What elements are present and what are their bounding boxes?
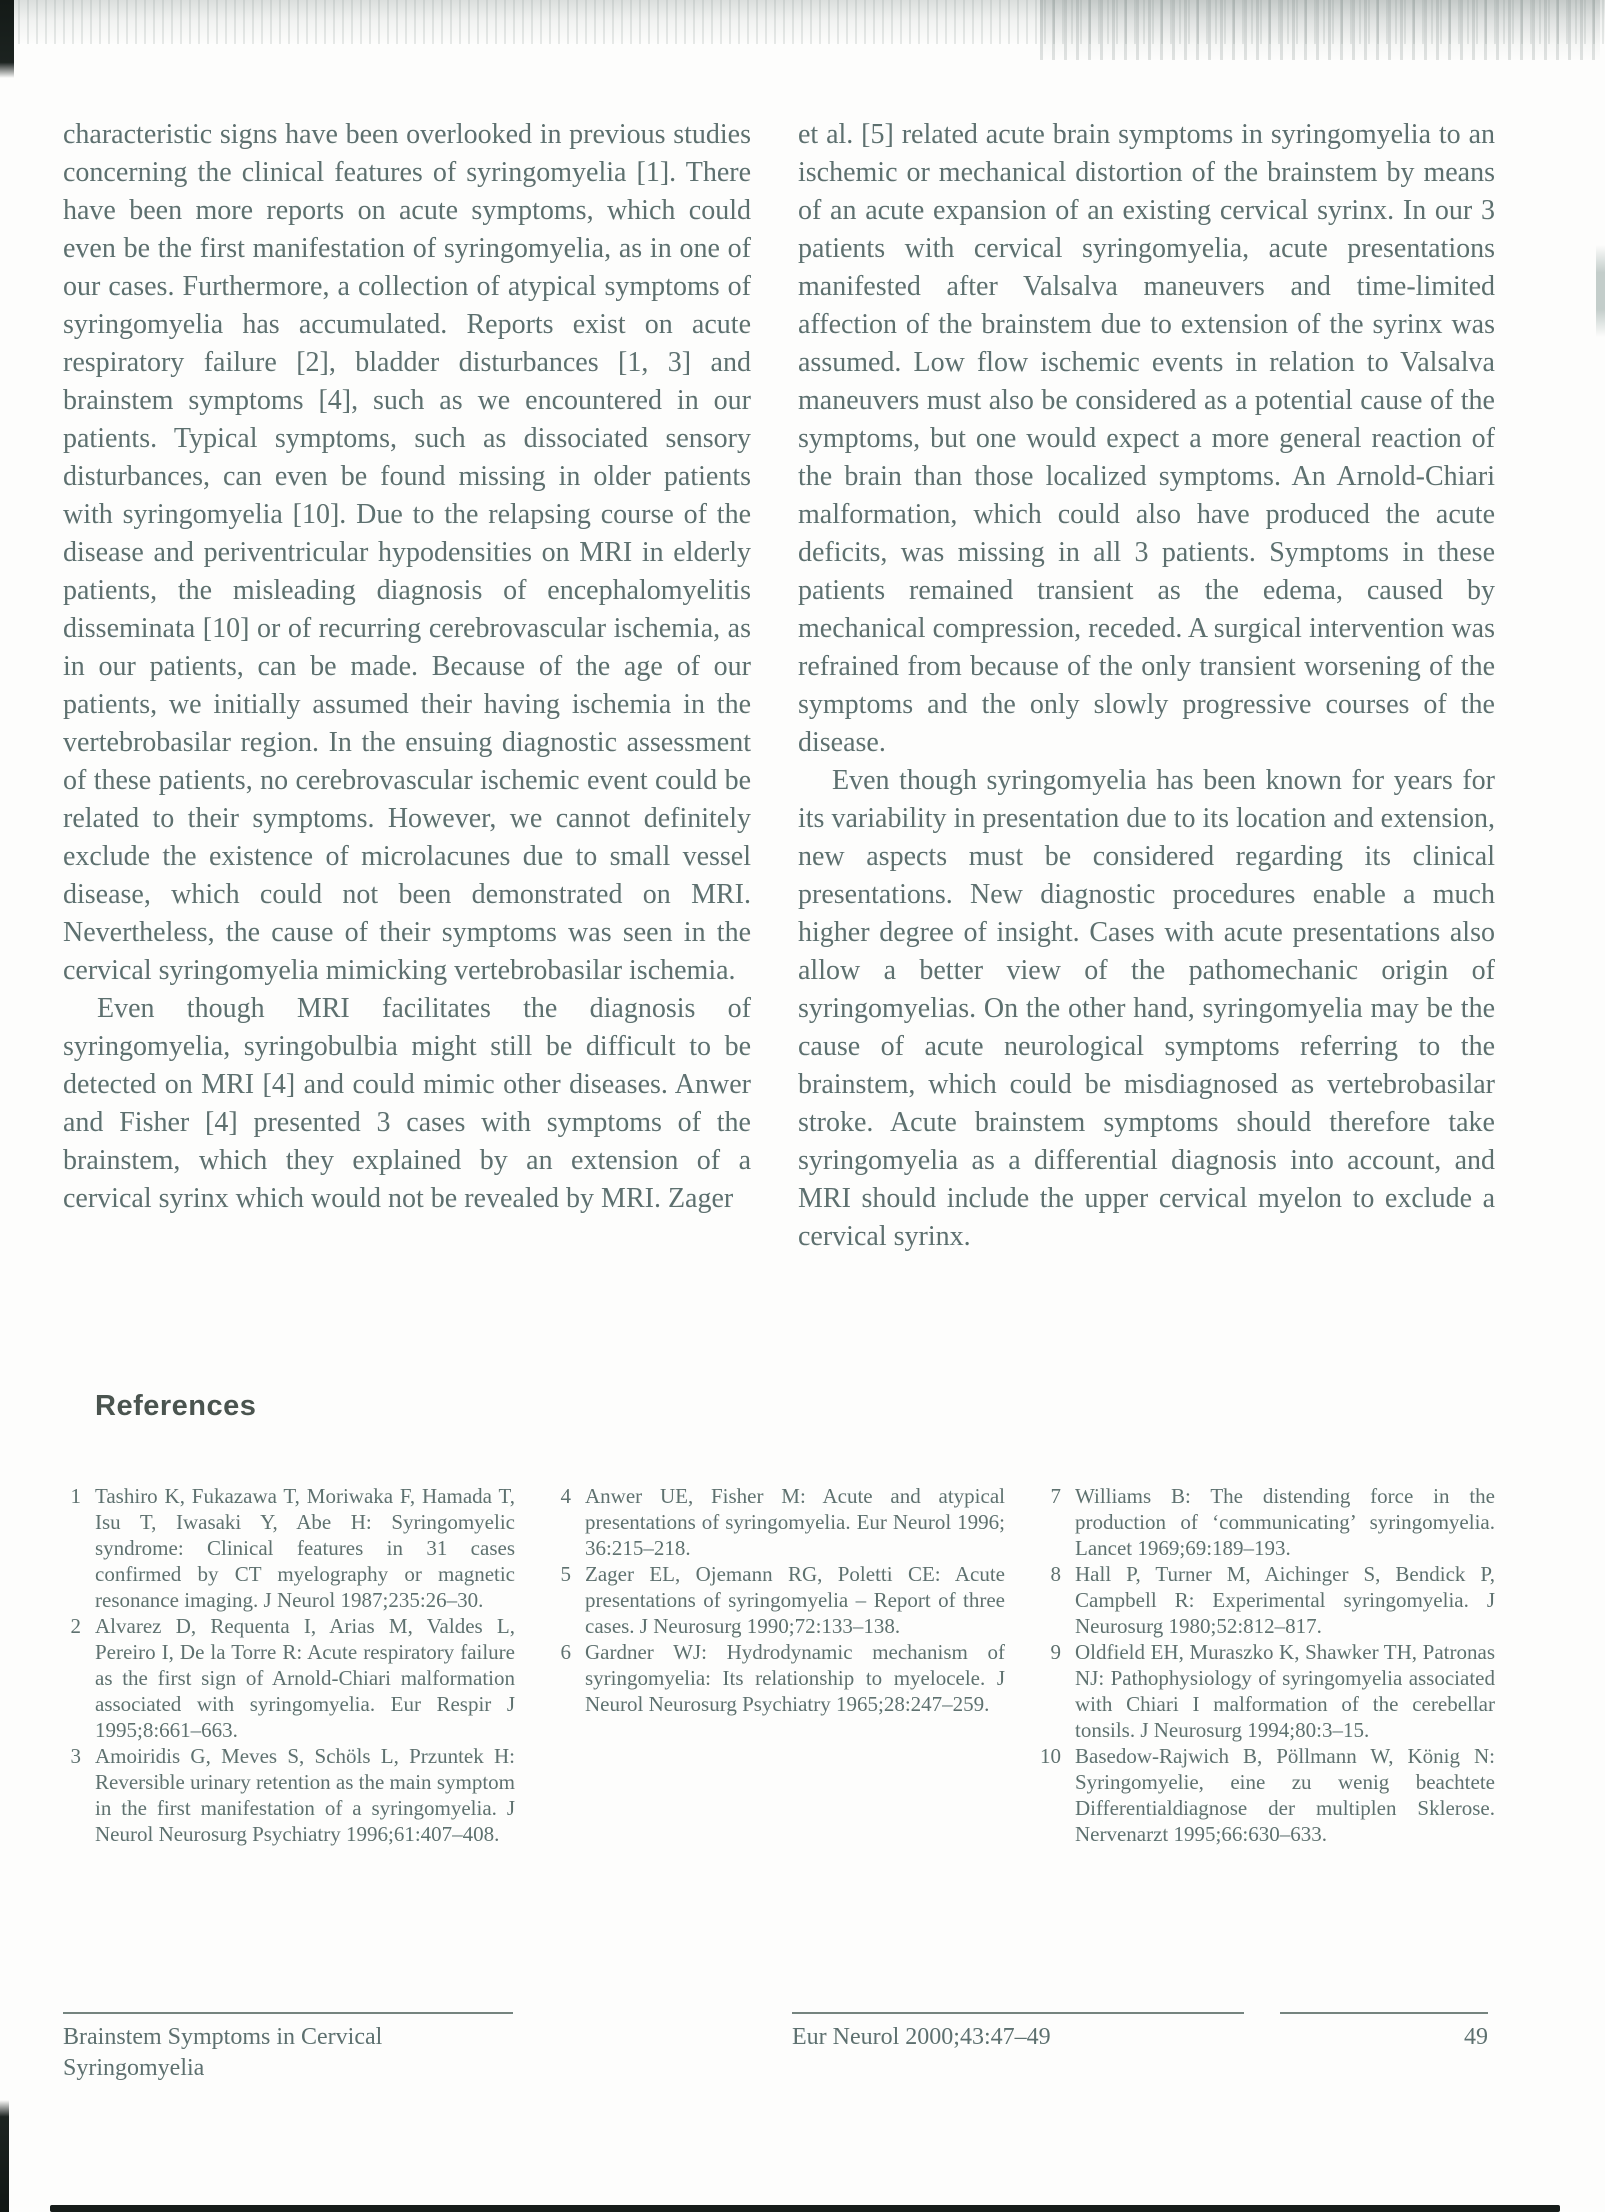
scan-artifact-right-smudge bbox=[1596, 245, 1605, 337]
reference-number: 10 bbox=[1040, 1744, 1061, 1768]
page-number: 49 bbox=[1464, 2024, 1488, 2050]
footer-page-number bbox=[1280, 2012, 1488, 2053]
reference-text: Zager EL, Ojemann RG, Poletti CE: Acute presentations of syringomyelia – Report of three cases. J Neurosurg 1990;72:133–138. bbox=[585, 1562, 1005, 1638]
running-title-line-1: Brainstem Symptoms in Cervical bbox=[63, 2024, 383, 2050]
references-list bbox=[55, 1483, 1497, 1847]
reference-number: 7 bbox=[1050, 1484, 1061, 1508]
reference-text: Amoiridis G, Meves S, Schöls L, Przuntek H: Reversible urinary retention as the main symptom in the first manifestation of a syringomyelia. J Neurol Neurosurg Psychiatry 1996;61:407–408. bbox=[95, 1744, 515, 1846]
reference-item bbox=[1035, 1639, 1495, 1743]
article-column-right bbox=[798, 116, 1495, 1256]
reference-number: 2 bbox=[70, 1614, 81, 1638]
footer-rule bbox=[63, 2012, 513, 2014]
reference-item bbox=[55, 1483, 515, 1613]
reference-item bbox=[1035, 1743, 1495, 1847]
reference-text: Oldfield EH, Muraszko K, Shawker TH, Patronas NJ: Pathophysiology of syringomyelia associated with Chiari I malformation of the cerebellar tonsils. J Neurosurg 1994;80:3–15. bbox=[1075, 1640, 1495, 1742]
reference-text: Hall P, Turner M, Aichinger S, Bendick P, Campbell R: Experimental syringomyelia. J Neurosurg 1980;52:812–817. bbox=[1075, 1562, 1495, 1638]
scan-artifact-top-left-bar bbox=[0, 0, 14, 78]
reference-text: Basedow-Rajwich B, Pöllmann W, König N: Syringomyelie, eine zu wenig beachtete Differentialdiagnose der multiplen Sklerose. Nervenarzt 1995;66:630–633. bbox=[1075, 1744, 1495, 1846]
reference-text: Alvarez D, Requenta I, Arias M, Valdes L, Pereiro I, De la Torre R: Acute respiratory failure as the first sign of Arnold-Chiari malformation associated with syringomyelia. Eur Respir J 1995;8:661–663. bbox=[95, 1614, 515, 1742]
reference-number: 9 bbox=[1050, 1640, 1061, 1664]
reference-number: 4 bbox=[560, 1484, 571, 1508]
body-paragraph: Even though MRI facilitates the diagnosis of syringomyelia, syringobulbia might still be difficult to be detected on MRI [4] and could mimic other diseases. Anwer and Fisher [4] presented 3 cases with symptoms of the brainstem, which they explained by an extension of a cervical syrinx which would not be revealed by MRI. Zager bbox=[63, 993, 751, 1214]
running-title-line-2: Syringomyelia bbox=[63, 2055, 205, 2081]
reference-number: 5 bbox=[560, 1562, 571, 1586]
body-paragraph: Even though syringomyelia has been known for years for its variability in presentation due to its location and extension, new aspects must be considered regarding its clinical presentations. New diagnostic procedures enable a much higher degree of insight. Cases with acute presentations also allow a better view of the pathomechanic origin of syringomyelias. On the other hand, syringomyelia may be the cause of acute neurological symptoms referring to the brainstem, which could be misdiagnosed as vertebrobasilar stroke. Acute brainstem symptoms should therefore take syringomyelia as a differential diagnosis into account, and MRI should include the upper cervical myelon to exclude a cervical syrinx. bbox=[798, 765, 1495, 1252]
footer-rule bbox=[792, 2012, 1244, 2014]
reference-text: Anwer UE, Fisher M: Acute and atypical presentations of syringomyelia. Eur Neurol 1996; 36:215–218. bbox=[585, 1484, 1005, 1560]
reference-item bbox=[1035, 1561, 1495, 1639]
reference-number: 8 bbox=[1050, 1562, 1061, 1586]
reference-item bbox=[55, 1743, 515, 1847]
body-paragraph: characteristic signs have been overlooked in previous studies concerning the clinical features of syringomyelia [1]. There have been more reports on acute symptoms, which could even be the first manifestation of syringomyelia, as in one of our cases. Furthermore, a collection of atypical symptoms of syringomyelia has accumulated. Reports exist on acute respiratory failure [2], bladder disturbances [1, 3] and brainstem symptoms [4], such as we encountered in our patients. Typical symptoms, such as dissociated sensory disturbances, can even be found missing in older patients with syringomyelia [10]. Due to the relapsing course of the disease and periventricular hypodensities on MRI in elderly patients, the misleading diagnosis of encephalomyelitis disseminata [10] or of recurring cerebrovascular ischemia, as in our patients, can be made. Because of the age of our patients, we initially assumed their having ischemia in the vertebrobasilar region. In the ensuing diagnostic assessment of these patients, no cerebrovascular ischemic event could be related to their symptoms. However, we cannot definitely exclude the existence of microlacunes due to small vessel disease, which could not been demonstrated on MRI. Nevertheless, the cause of their symptoms was seen in the cervical syringomyelia mimicking vertebrobasilar ischemia. bbox=[63, 119, 751, 986]
article-column-left bbox=[63, 116, 751, 1256]
scan-artifact-top-right-streaks bbox=[1040, 0, 1600, 60]
references-column-2 bbox=[545, 1483, 1005, 1847]
body-paragraph: et al. [5] related acute brain symptoms in syringomyelia to an ischemic or mechanical distortion of the brainstem by means of an acute expansion of an existing cervical syrinx. In our 3 patients with cervical syringomyelia, acute presentations manifested after Valsalva maneuvers and time-limited affection of the brainstem due to extension of the syrinx was assumed. Low flow ischemic events in relation to Valsalva maneuvers must also be considered as a potential cause of the symptoms, but one would expect a more general reaction of the brain than those localized symptoms. An Arnold-Chiari malformation, which could also have produced the acute deficits, was missing in all 3 patients. Symptoms in these patients remained transient as the edema, caused by mechanical compression, receded. A surgical intervention was refrained from because of the only transient worsening of the symptoms and the only slowly progressive courses of the disease. bbox=[798, 119, 1495, 758]
scan-artifact-bottom-left-bar bbox=[0, 2100, 9, 2212]
reference-text: Tashiro K, Fukazawa T, Moriwaka F, Hamada T, Isu T, Iwasaki Y, Abe H: Syringomyelic syndrome: Clinical features in 31 cases confirmed by CT myelography or magnetic resonance imaging. J Neurol 1987;235:26–30. bbox=[95, 1484, 515, 1612]
journal-citation: Eur Neurol 2000;43:47–49 bbox=[792, 2024, 1051, 2050]
reference-number: 6 bbox=[560, 1640, 571, 1664]
footer-running-title bbox=[63, 2012, 513, 2084]
reference-item bbox=[55, 1613, 515, 1743]
reference-number: 3 bbox=[70, 1744, 81, 1768]
reference-text: Gardner WJ: Hydrodynamic mechanism of syringomyelia: Its relationship to myelocele. J Neurol Neurosurg Psychiatry 1965;28:247–259. bbox=[585, 1640, 1005, 1716]
reference-item bbox=[545, 1561, 1005, 1639]
references-heading: References bbox=[95, 1390, 257, 1422]
article-body bbox=[63, 116, 1495, 1256]
reference-item bbox=[545, 1483, 1005, 1561]
reference-number: 1 bbox=[70, 1484, 81, 1508]
reference-text: Williams B: The distending force in the production of ‘communicating’ syringomyelia. Lancet 1969;69:189–193. bbox=[1075, 1484, 1495, 1560]
references-column-1 bbox=[55, 1483, 515, 1847]
reference-item bbox=[545, 1639, 1005, 1717]
scan-artifact-bottom-strip bbox=[50, 2205, 1560, 2212]
footer-rule bbox=[1280, 2012, 1488, 2014]
references-column-3 bbox=[1035, 1483, 1495, 1847]
reference-item bbox=[1035, 1483, 1495, 1561]
footer-citation bbox=[792, 2012, 1244, 2053]
